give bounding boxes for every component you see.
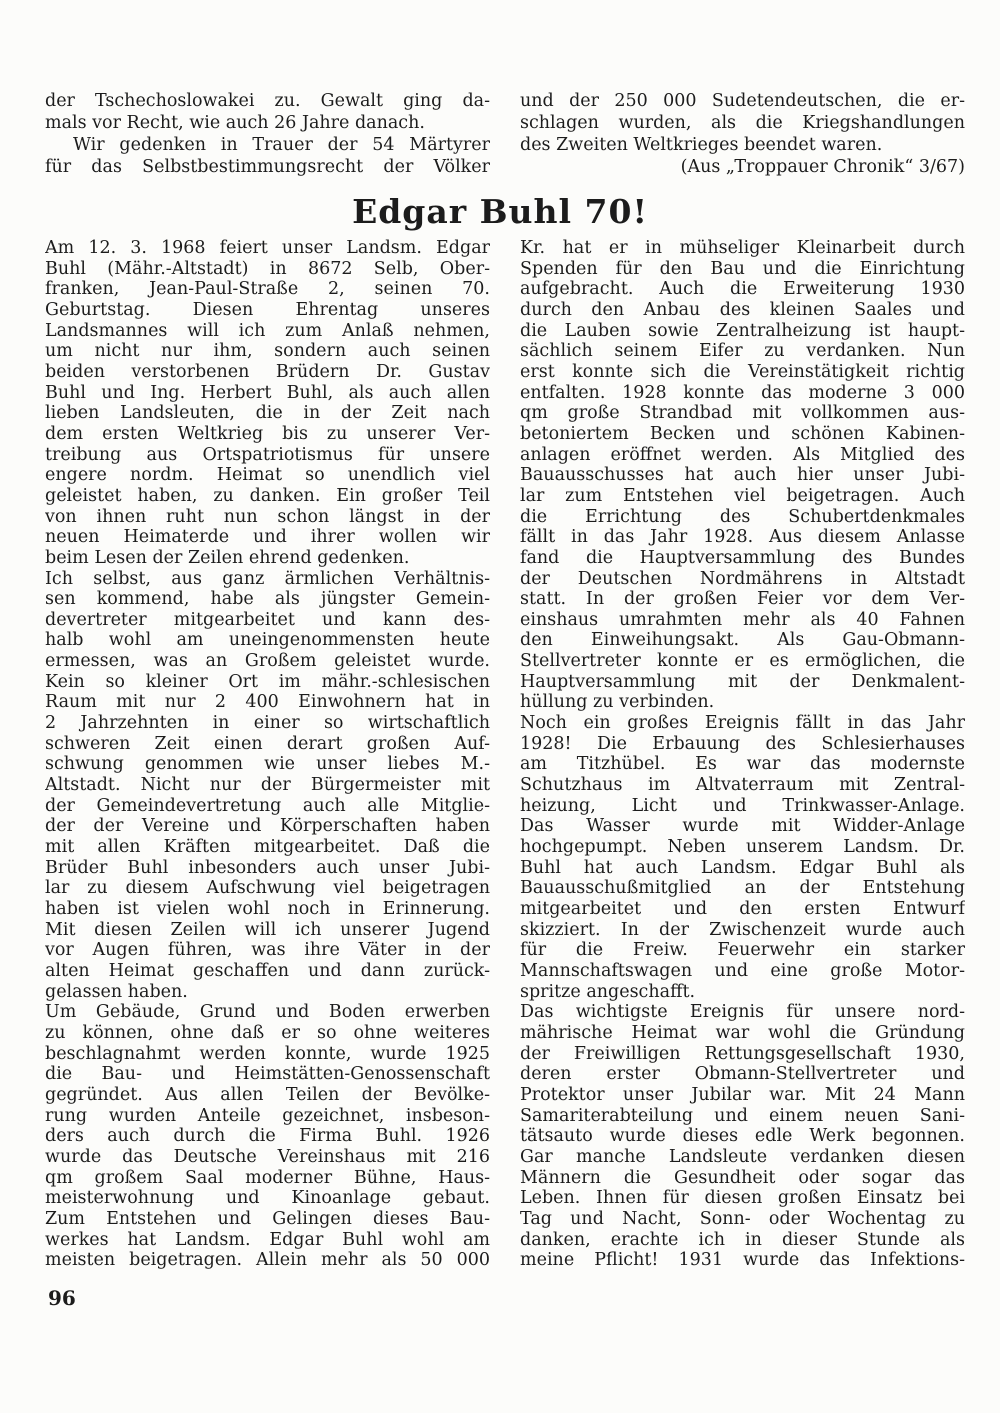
text-line: Das wichtigste Ereignis für unsere nord- xyxy=(520,1002,965,1023)
text-line: fand die Hauptversammlung des Bundes xyxy=(520,547,965,568)
text-line: ders auch durch die Firma Buhl. 1926 xyxy=(45,1126,490,1147)
page-number: 96 xyxy=(48,1286,76,1310)
text-line: anlagen eröffnet werden. Als Mitglied des xyxy=(520,444,965,465)
text-line: für das Selbstbestimmungsrecht der Völker xyxy=(45,157,490,177)
text-line: Kein so kleiner Ort im mähr.-schlesischen xyxy=(45,671,490,692)
article-left-column xyxy=(45,238,490,1271)
text-line: meine Pflicht! 1931 wurde das Infektions- xyxy=(520,1250,965,1271)
text-line: meisten beigetragen. Allein mehr als 50 000 xyxy=(45,1250,490,1271)
text-line: Protektor unser Jubilar war. Mit 24 Mann xyxy=(520,1084,965,1105)
text-line: hüllung zu verbinden. xyxy=(520,692,715,713)
text-line: betoniertem Becken und schönen Kabinen- xyxy=(520,423,965,444)
text-line: durch den Anbau des kleinen Saales und xyxy=(520,299,965,320)
article-headline: Edgar Buhl 70! xyxy=(352,192,648,231)
intro-section xyxy=(45,90,965,178)
text-line: haben ist vielen wohl noch in Erinnerung. xyxy=(45,899,490,919)
text-line: heizung, Licht und Trinkwasser-Anlage. xyxy=(520,795,965,816)
text-line: der Deutschen Nordmährens in Altstadt xyxy=(520,568,965,589)
text-line: lar zum Entstehen viel beigetragen. Auch xyxy=(520,485,965,506)
text-line: halb wohl am uneingenommensten heute xyxy=(45,630,490,651)
text-line: qm großem Saal moderner Bühne, Haus- xyxy=(45,1167,490,1188)
text-line: am Titzhübel. Es war das modernste xyxy=(520,754,965,775)
text-line: dem ersten Weltkrieg bis zu unserer Ver- xyxy=(45,423,490,444)
text-line: mit allen Kräften mitgearbeitet. Daß die xyxy=(45,837,490,858)
text-line: qm große Strandbad mit vollkommen aus- xyxy=(520,403,965,424)
text-line: der Tschechoslowakei zu. Gewalt ging da- xyxy=(45,91,490,111)
text-line: erst konnte sich die Vereinstätigkeit richtig xyxy=(520,361,965,382)
text-line: Brüder Buhl inbesonders auch unser Jubi- xyxy=(45,857,490,878)
text-line: Altstadt. Nicht nur der Bürgermeister mit xyxy=(45,775,490,796)
text-line: Gar manche Landsleute verdanken diesen xyxy=(520,1146,965,1167)
text-line: skizziert. In der Zwischenzeit wurde auch xyxy=(520,919,965,940)
text-line: werkes hat Landsm. Edgar Buhl wohl am xyxy=(45,1229,490,1250)
text-line: mals vor Recht, wie auch 26 Jahre danach. xyxy=(45,113,425,133)
text-line: neuen Heimaterde und ihrer wollen wir xyxy=(45,527,490,548)
text-line: der Gemeindevertretung auch alle Mitglie- xyxy=(45,795,490,816)
text-line: Mit diesen Zeilen will ich unserer Jugend xyxy=(45,919,490,940)
text-line: der Freiwilligen Rettungsgesellschaft 1930, xyxy=(520,1043,965,1064)
text-line: Stellvertreter konnte er es ermöglichen, die xyxy=(520,651,965,672)
intro-left-column xyxy=(45,90,490,178)
text-line: hochgepumpt. Neben unserem Landsm. Dr. xyxy=(520,837,965,858)
text-line: Schutzhaus im Altvaterraum mit Zentral- xyxy=(520,775,965,796)
text-line: der der Vereine und Körperschaften haben xyxy=(45,816,490,837)
text-line: und der 250 000 Sudetendeutschen, die er- xyxy=(520,91,965,111)
text-line: zu können, ohne daß er so ohne weiteres xyxy=(45,1022,490,1043)
text-line: Bauausschusses hat auch hier unser Jubi- xyxy=(520,465,965,486)
text-line: Noch ein großes Ereignis fällt in das Jahr xyxy=(520,713,965,734)
text-line: Kr. hat er in mühseliger Kleinarbeit durch xyxy=(520,238,965,258)
text-line: gegründet. Aus allen Teilen der Bevölke- xyxy=(45,1084,490,1105)
intro-right-column xyxy=(520,90,965,178)
text-line: die Bau- und Heimstätten-Genossenschaft xyxy=(45,1064,490,1085)
text-line: fällt in das Jahr 1928. Aus diesem Anlasse xyxy=(520,527,965,548)
text-line: Um Gebäude, Grund und Boden erwerben xyxy=(45,1002,490,1023)
text-line: schlagen wurden, als die Kriegshandlungen xyxy=(520,113,965,133)
text-line: 1928! Die Erbauung des Schlesierhauses xyxy=(520,733,965,754)
text-line: die Lauben sowie Zentralheizung ist haupt- xyxy=(520,320,965,341)
text-line: devertreter mitgearbeitet und kann des- xyxy=(45,609,490,630)
text-line: die Errichtung des Schubertdenkmales xyxy=(520,506,965,527)
text-line: Mannschaftswagen und eine große Motor- xyxy=(520,960,965,981)
text-line: von ihnen ruht nun schon längst in der xyxy=(45,506,490,527)
text-line: Hauptversammlung mit der Denkmalent- xyxy=(520,671,965,692)
text-line: Tag und Nacht, Sonn- oder Wochentag zu xyxy=(520,1208,965,1229)
text-line: Raum mit nur 2 400 Einwohnern hat in xyxy=(45,692,490,713)
text-line: Spenden für den Bau und die Einrichtung xyxy=(520,258,965,279)
text-line: geleistet haben, zu danken. Ein großer Teil xyxy=(45,485,490,506)
text-line: 2 Jahrzehnten in einer so wirtschaftlich xyxy=(45,713,490,734)
text-line: Das Wasser wurde mit Widder-Anlage xyxy=(520,816,965,837)
text-line: um nicht nur ihm, sondern auch seinen xyxy=(45,341,490,362)
text-line: (Aus „Troppauer Chronik“ 3/67) xyxy=(680,157,965,177)
text-line: franken, Jean-Paul-Straße 2, seinen 70. xyxy=(45,279,490,300)
text-line: für die Freiw. Feuerwehr ein starker xyxy=(520,940,965,961)
text-line: Samariterabteilung und einem neuen Sani- xyxy=(520,1105,965,1126)
text-line: tätsauto wurde dieses edle Werk begonnen. xyxy=(520,1126,965,1147)
text-line: lar zu diesem Aufschwung viel beigetragen xyxy=(45,878,490,899)
text-line: Am 12. 3. 1968 feiert unser Landsm. Edgar xyxy=(45,238,490,258)
text-line: ermessen, was an Großem geleistet wurde. xyxy=(45,651,490,672)
text-line: mitgearbeitet und den ersten Entwurf xyxy=(520,899,965,919)
text-line: beim Lesen der Zeilen ehrend gedenken. xyxy=(45,547,410,568)
text-line: lieben Landsleuten, die in der Zeit nach xyxy=(45,403,490,424)
text-line: Leben. Ihnen für diesen großen Einsatz bei xyxy=(520,1188,965,1209)
text-line: Zum Entstehen und Gelingen dieses Bau- xyxy=(45,1208,490,1229)
text-line: treibung aus Ortspatriotismus für unsere xyxy=(45,444,490,465)
text-line: den Einweihungsakt. Als Gau-Obmann- xyxy=(520,630,965,651)
text-line: Wir gedenken in Trauer der 54 Märtyrer xyxy=(73,135,490,155)
text-line: aufgebracht. Auch die Erweiterung 1930 xyxy=(520,279,965,300)
text-line: Buhl hat auch Landsm. Edgar Buhl als xyxy=(520,857,965,878)
text-line: vor Augen führen, was ihre Väter in der xyxy=(45,940,490,961)
text-line: Bauausschußmitglied an der Entstehung xyxy=(520,878,965,899)
text-line: des Zweiten Weltkrieges beendet waren. xyxy=(520,135,883,155)
text-line: sen kommend, habe als jüngster Gemein- xyxy=(45,589,490,610)
text-line: Buhl und Ing. Herbert Buhl, als auch allen xyxy=(45,382,490,403)
text-line: Geburtstag. Diesen Ehrentag unseres xyxy=(45,299,490,320)
text-line: schwung genommen wie unser liebes M.- xyxy=(45,754,490,775)
text-line: beschlagnahmt werden konnte, wurde 1925 xyxy=(45,1043,490,1064)
text-line: danken, erachte ich in dieser Stunde als xyxy=(520,1229,965,1250)
text-line: deren erster Obmann-Stellvertreter und xyxy=(520,1064,965,1085)
text-line: sächlich seinem Eifer zu verdanken. Nun xyxy=(520,341,965,362)
text-line: alten Heimat geschaffen und dann zurück- xyxy=(45,960,490,981)
text-line: rung wurden Anteile gezeichnet, insbeson- xyxy=(45,1105,490,1126)
text-line: entfalten. 1928 konnte das moderne 3 000 xyxy=(520,382,965,403)
article-right-column xyxy=(520,238,965,1271)
text-line: Männern die Gesundheit oder sogar das xyxy=(520,1167,965,1188)
text-line: meisterwohnung und Kinoanlage gebaut. xyxy=(45,1188,490,1209)
text-line: schweren Zeit einen derart großen Auf- xyxy=(45,733,490,754)
text-line: einshaus umrahmten mehr als 40 Fahnen xyxy=(520,609,965,630)
text-line: spritze angeschafft. xyxy=(520,981,696,1002)
text-line: gelassen haben. xyxy=(45,981,188,1002)
text-line: mährische Heimat war wohl die Gründung xyxy=(520,1022,965,1043)
text-line: Buhl (Mähr.-Altstadt) in 8672 Selb, Ober- xyxy=(45,258,490,279)
text-line: wurde das Deutsche Vereinshaus mit 216 xyxy=(45,1146,490,1167)
text-line: beiden verstorbenen Brüdern Dr. Gustav xyxy=(45,361,490,382)
text-line: Landsmannes will ich zum Anlaß nehmen, xyxy=(45,320,490,341)
text-line: Ich selbst, aus ganz ärmlichen Verhältnis- xyxy=(45,568,490,589)
text-line: statt. In der großen Feier vor dem Ver- xyxy=(520,589,965,610)
text-line: engere nordm. Heimat so unendlich viel xyxy=(45,465,490,486)
article-body xyxy=(45,238,965,1271)
